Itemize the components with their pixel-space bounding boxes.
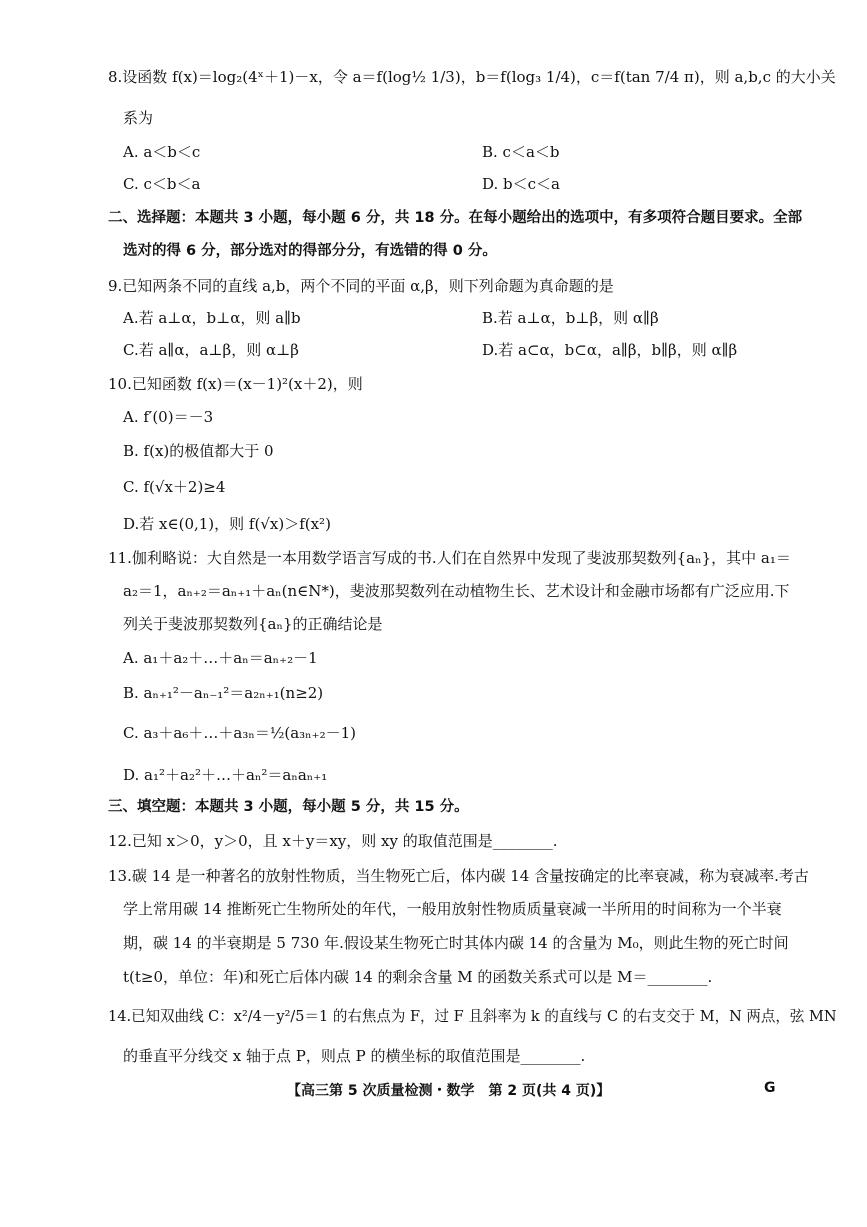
q10-stem: 10.已知函数 f(x)＝(x－1)²(x＋2)，则 <box>108 375 363 393</box>
q8-stem-line2: 系为 <box>123 109 154 127</box>
q10-option-a: A. f′(0)＝－3 <box>123 408 214 426</box>
section2-heading-line1: 二、选择题：本题共 3 小题，每小题 6 分，共 18 分。在每小题给出的选项中，有多项符合题目要求。全部 <box>108 210 803 226</box>
section2-heading-line2: 选对的得 6 分，部分选对的得部分分，有选错的得 0 分。 <box>123 243 497 259</box>
q8-stem-line1: 8.设函数 f(x)＝log₂(4ˣ＋1)－x，令 a＝f(log½ 1/3)，b＝f(log₃ 1/4)，c＝f(tan 7/4 π)，则 a,b,c 的大小关 <box>108 68 836 86</box>
q9-option-c: C.若 a∥α，a⊥β，则 α⊥β <box>123 341 299 359</box>
q13-stem-line1: 13.碳 14 是一种著名的放射性物质，当生物死亡后，体内碳 14 含量按确定的比率衰减，称为衰减率.考古 <box>108 867 809 885</box>
q11-option-a: A. a₁＋a₂＋…＋aₙ＝aₙ₊₂－1 <box>123 649 318 667</box>
q11-option-c: C. a₃＋a₆＋…＋a₃ₙ＝½(a₃ₙ₊₂－1) <box>123 724 356 742</box>
q9-option-b: B.若 a⊥α，b⊥β，则 α∥β <box>482 309 659 327</box>
q11-option-b: B. aₙ₊₁²－aₙ₋₁²＝a₂ₙ₊₁(n≥2) <box>123 684 324 702</box>
q10-option-b: B. f(x)的极值都大于 0 <box>123 442 274 460</box>
q10-option-d: D.若 x∈(0,1)，则 f(√x)＞f(x²) <box>123 515 331 533</box>
q8-option-c: C. c＜b＜a <box>123 175 201 193</box>
q8-option-d: D. b＜c＜a <box>482 175 560 193</box>
q9-option-a: A.若 a⊥α，b⊥α，则 a∥b <box>123 309 301 327</box>
q8-option-a: A. a＜b＜c <box>123 143 201 161</box>
q8-option-b: B. c＜a＜b <box>482 143 560 161</box>
q13-stem-line3: 期，碳 14 的半衰期是 5 730 年.假设某生物死亡时其体内碳 14 的含量为 M₀，则此生物的死亡时间 <box>123 934 789 952</box>
q10-option-c: C. f(√x＋2)≥4 <box>123 478 226 496</box>
section3-heading: 三、填空题：本题共 3 小题，每小题 5 分，共 15 分。 <box>108 799 469 815</box>
q11-stem-line1: 11.伽利略说：大自然是一本用数学语言写成的书.人们在自然界中发现了斐波那契数列{aₙ}，其中 a₁＝ <box>108 549 791 567</box>
q11-stem-line3: 列关于斐波那契数列{aₙ}的正确结论是 <box>123 615 383 633</box>
q14-stem-line2: 的垂直平分线交 x 轴于点 P，则点 P 的横坐标的取值范围是________. <box>123 1047 586 1065</box>
q9-option-d: D.若 a⊂α，b⊂α，a∥β，b∥β，则 α∥β <box>482 341 738 359</box>
page-footer-code: G <box>764 1080 776 1096</box>
q12-stem: 12.已知 x＞0，y＞0，且 x＋y＝xy，则 xy 的取值范围是________. <box>108 832 558 850</box>
page-footer-title: 【高三第 5 次质量检测・数学 第 2 页(共 4 页)】 <box>287 1083 611 1099</box>
q11-stem-line2: a₂＝1，aₙ₊₂＝aₙ₊₁＋aₙ(n∈N*)，斐波那契数列在动植物生长、艺术设计和金融市场都有广泛应用.下 <box>123 582 790 600</box>
q13-stem-line4: t(t≥0，单位：年)和死亡后体内碳 14 的剩余含量 M 的函数关系式可以是 M＝________. <box>123 968 713 986</box>
q9-stem: 9.已知两条不同的直线 a,b，两个不同的平面 α,β，则下列命题为真命题的是 <box>108 277 614 295</box>
q13-stem-line2: 学上常用碳 14 推断死亡生物所处的年代，一般用放射性物质质量衰减一半所用的时间称为一个半衰 <box>123 900 782 918</box>
q11-option-d: D. a₁²＋a₂²＋…＋aₙ²＝aₙaₙ₊₁ <box>123 766 328 784</box>
q14-stem-line1: 14.已知双曲线 C：x²/4－y²/5＝1 的右焦点为 F，过 F 且斜率为 k 的直线与 C 的右支交于 M，N 两点，弦 MN <box>108 1007 837 1025</box>
